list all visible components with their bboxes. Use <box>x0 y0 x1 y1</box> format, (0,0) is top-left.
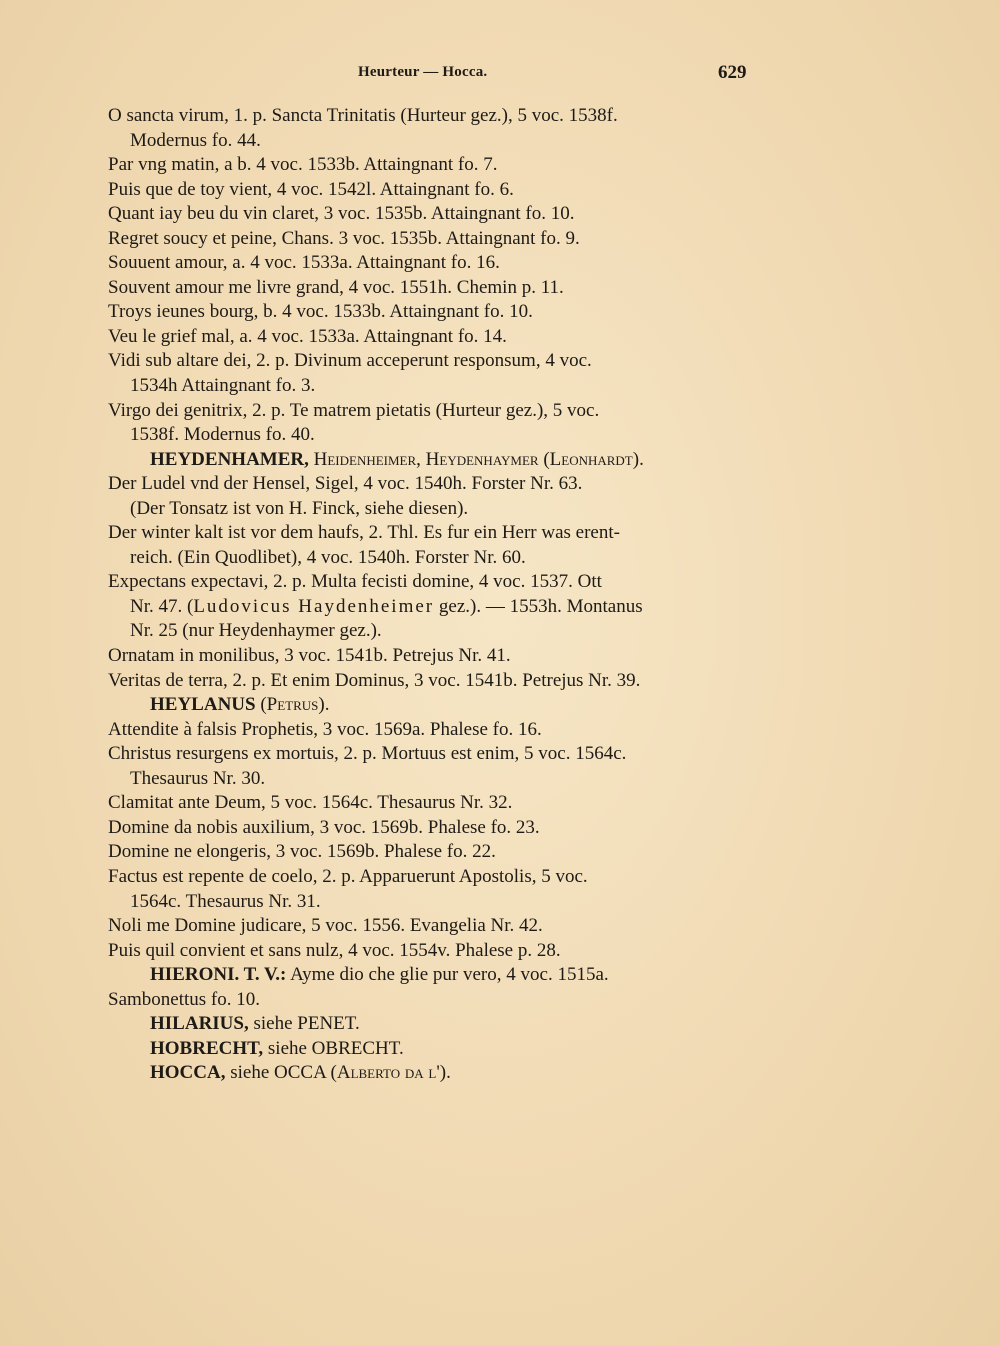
composer-heading-hilarius <box>108 1012 756 1037</box>
entry-line <box>108 349 756 374</box>
composer-name: HOBRECHT, <box>150 1037 264 1059</box>
entry-text: Expectans expectavi, 2. p. Multa fecisti domine, 4 voc. 1537. Ott <box>108 571 602 593</box>
entry-text: Puis quil convient et sans nulz, 4 voc. 1554v. Phalese p. 28. <box>108 939 561 961</box>
cross-reference: siehe OCCA <box>230 1062 326 1084</box>
composer-name: HEYDENHAMER, <box>150 448 309 470</box>
entry-text: Thesaurus Nr. 30. <box>130 767 266 789</box>
entry-text: Troys ieunes bourg, b. 4 voc. 1533b. Attaingnant fo. 10. <box>108 301 533 323</box>
composer-heading-hocca <box>108 1061 756 1086</box>
entry-line <box>108 497 756 522</box>
composer-variants: (Petrus). <box>260 694 330 716</box>
page-number: 629 <box>718 62 747 83</box>
header-title: Heurteur — Hocca. <box>358 64 488 80</box>
entry-text: Christus resurgens ex mortuis, 2. p. Mortuus est enim, 5 voc. 1564c. <box>108 743 627 765</box>
entry-line <box>108 374 756 399</box>
entry-text: Par vng matin, a b. 4 voc. 1533b. Attaingnant fo. 7. <box>108 154 498 176</box>
heydenhamer-entries-2 <box>108 619 756 693</box>
entry-text: (Der Tonsatz ist von H. Finck, siehe diesen). <box>130 497 469 519</box>
composer-name: HOCCA, <box>150 1062 226 1084</box>
entry-line <box>108 276 756 301</box>
ott-spaced-name: Ludovicus Haydenheimer <box>193 595 435 617</box>
entry-line <box>108 325 756 350</box>
entry-line <box>108 816 756 841</box>
entry-text: Modernus fo. 44. <box>130 129 261 151</box>
entry-line <box>108 791 756 816</box>
entry-line <box>108 890 756 915</box>
entry-line <box>108 595 756 620</box>
entry-line <box>108 178 756 203</box>
composer-variants: (Alberto da l'). <box>330 1062 451 1084</box>
entry-text: Puis que de toy vient, 4 voc. 1542l. Attaingnant fo. 6. <box>108 178 514 200</box>
entry-text: reich. (Ein Quodlibet), 4 voc. 1540h. Forster Nr. 60. <box>130 546 526 568</box>
entry-line <box>108 251 756 276</box>
entry-line <box>108 619 756 644</box>
entry-text <box>108 595 756 620</box>
entry-text: O sancta virum, 1. p. Sancta Trinitatis (Hurteur gez.), 5 voc. 1538f. <box>108 105 618 126</box>
entry-text: Factus est repente de coelo, 2. p. Apparuerunt Apostolis, 5 voc. <box>108 865 588 887</box>
entry-line <box>108 742 756 767</box>
composer-heading-heylanus <box>108 693 756 718</box>
entry-line <box>108 399 756 424</box>
entry-line <box>108 546 756 571</box>
composer-name: HILARIUS, <box>150 1013 249 1035</box>
composer-heading-heydenhamer <box>108 448 756 473</box>
entry-text: Der Ludel vnd der Hensel, Sigel, 4 voc. 1540h. Forster Nr. 63. <box>108 473 583 495</box>
entry-line <box>108 939 756 964</box>
composer-heading-hieroni <box>108 963 756 988</box>
entry-text: 1538f. Modernus fo. 40. <box>130 424 315 446</box>
entry-text: Der winter kalt ist vor dem haufs, 2. Thl. Es fur ein Herr was erent- <box>108 522 620 544</box>
entry-text: Ayme dio che glie pur vero, 4 voc. 1515a. <box>290 964 609 986</box>
entry-text: Noli me Domine judicare, 5 voc. 1556. Evangelia Nr. 42. <box>108 915 543 937</box>
entry-text: Domine ne elongeris, 3 voc. 1569b. Phalese fo. 22. <box>108 841 496 863</box>
ott-after: gez.). — 1553h. Montanus <box>434 595 643 617</box>
entry-line <box>108 988 756 1013</box>
composer-name: HEYLANUS <box>150 694 256 716</box>
entry-text: Regret soucy et peine, Chans. 3 voc. 1535b. Attaingnant fo. 9. <box>108 227 580 249</box>
entry-text: Quant iay beu du vin claret, 3 voc. 1535b. Attaingnant fo. 10. <box>108 203 575 225</box>
heydenhamer-entries <box>108 472 756 595</box>
entry-text: Virgo dei genitrix, 2. p. Te matrem pietatis (Hurteur gez.), 5 voc. <box>108 399 600 421</box>
entry-line <box>108 104 756 129</box>
entry-line <box>108 570 756 595</box>
cross-reference: siehe PENET. <box>253 1013 360 1035</box>
entry-line <box>108 153 756 178</box>
heurteur-entries <box>108 104 756 448</box>
entry-line <box>108 423 756 448</box>
heylanus-entries <box>108 718 756 963</box>
running-header <box>0 62 1000 86</box>
entry-text: Ornatam in monilibus, 3 voc. 1541b. Petrejus Nr. 41. <box>108 645 511 667</box>
composer-heading-hobrecht <box>108 1037 756 1062</box>
entry-text: 1564c. Thesaurus Nr. 31. <box>130 890 321 912</box>
entry-text: Attendite à falsis Prophetis, 3 voc. 1569a. Phalese fo. 16. <box>108 718 542 740</box>
entry-text: Souuent amour, a. 4 voc. 1533a. Attaingnant fo. 16. <box>108 252 500 274</box>
entry-text: Veritas de terra, 2. p. Et enim Dominus, 3 voc. 1541b. Petrejus Nr. 39. <box>108 669 641 691</box>
entry-text: 1534h Attaingnant fo. 3. <box>130 375 316 397</box>
entry-text: Vidi sub altare dei, 2. p. Divinum acceperunt responsum, 4 voc. <box>108 350 592 372</box>
entry-text: Nr. 25 (nur Heydenhaymer gez.). <box>130 620 382 642</box>
entry-line <box>108 472 756 497</box>
entry-line <box>108 865 756 890</box>
entry-line <box>108 914 756 939</box>
entry-text: Clamitat ante Deum, 5 voc. 1564c. Thesaurus Nr. 32. <box>108 792 513 814</box>
composer-variants: Heidenheimer, Heydenhaymer (Leonhardt). <box>313 448 644 470</box>
entry-line <box>108 129 756 154</box>
entry-line <box>108 718 756 743</box>
entry-line <box>108 644 756 669</box>
entry-line <box>108 767 756 792</box>
composer-name: HIERONI. T. V.: <box>150 964 287 986</box>
cross-reference: siehe OBRECHT. <box>267 1037 404 1059</box>
entry-line <box>108 840 756 865</box>
ott-before: Nr. 47. ( <box>130 595 194 617</box>
entry-line <box>108 521 756 546</box>
body-text <box>108 104 756 1086</box>
entry-text: Domine da nobis auxilium, 3 voc. 1569b. Phalese fo. 23. <box>108 816 540 838</box>
entry-text: Sambonettus fo. 10. <box>108 988 260 1010</box>
entry-text: Souvent amour me livre grand, 4 voc. 1551h. Chemin p. 11. <box>108 276 564 298</box>
entry-line <box>108 300 756 325</box>
entry-text: Veu le grief mal, a. 4 voc. 1533a. Attaingnant fo. 14. <box>108 325 507 347</box>
entry-line <box>108 669 756 694</box>
entry-line <box>108 202 756 227</box>
entry-line <box>108 227 756 252</box>
